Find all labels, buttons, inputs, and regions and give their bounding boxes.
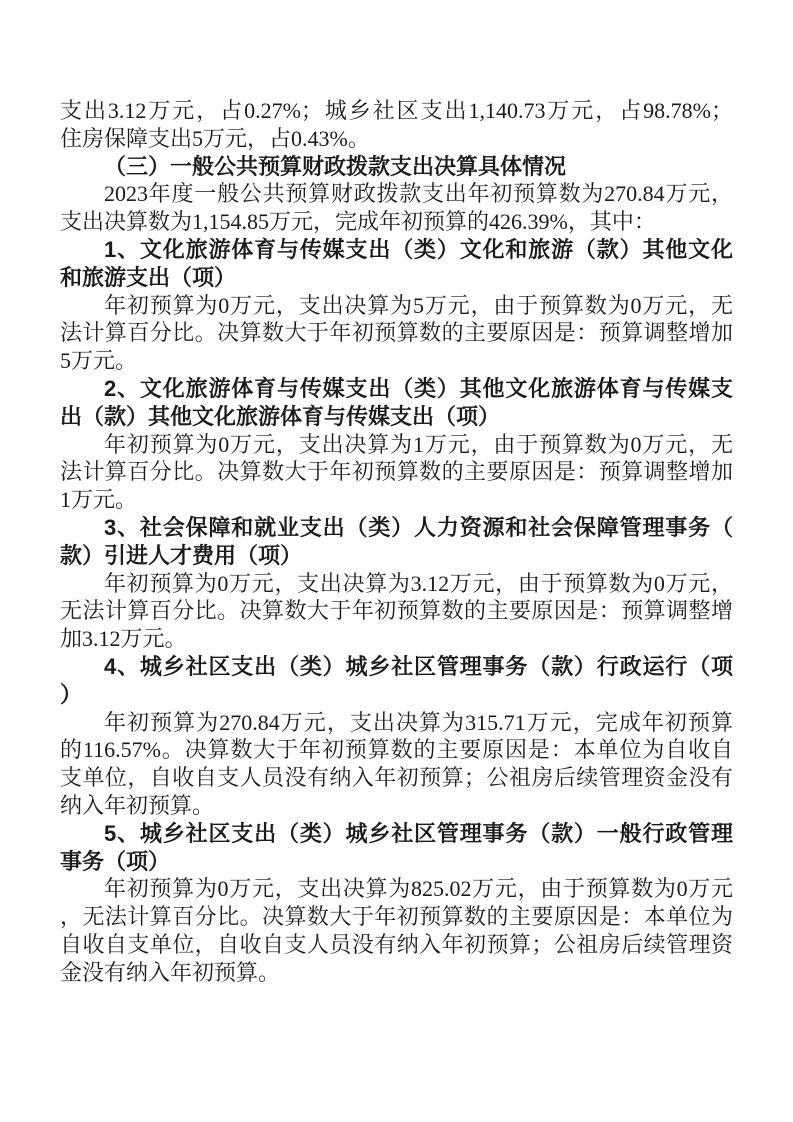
text-line: 法计算百分比。决算数大于年初预算数的主要原因是：预算调整增加 — [60, 320, 733, 346]
text-line: 加3.12万元。 — [60, 626, 187, 652]
text-line: 1万元。 — [60, 487, 138, 513]
heading-line: 事务（项） — [60, 848, 171, 874]
heading-line: （三）一般公共预算财政拨款支出决算具体情况 — [104, 153, 567, 179]
heading-line: 款）引进人才费用（项） — [60, 542, 303, 568]
text-line: 年初预算为0万元，支出决算为1万元，由于预算数为0万元，无 — [104, 431, 733, 457]
heading-line: 2、文化旅游体育与传媒支出（类）其他文化旅游体育与传媒支 — [104, 375, 733, 401]
text-line: 金没有纳入年初预算。 — [60, 959, 281, 985]
text-line: ，无法计算百分比。决算数大于年初预算数的主要原因是：本单位为 — [60, 904, 733, 930]
text-line: 支出决算数为1,154.85万元，完成年初预算的426.39%，其中： — [60, 209, 656, 235]
text-line: 住房保障支出5万元，占0.43%。 — [60, 125, 370, 151]
text-line: 的116.57%。决算数大于年初预算数的主要原因是：本单位为自收自 — [60, 737, 733, 763]
heading-line: 1、文化旅游体育与传媒支出（类）文化和旅游（款）其他文化 — [104, 236, 733, 262]
text-line: 无法计算百分比。决算数大于年初预算数的主要原因是：预算调整增 — [60, 598, 733, 624]
text-line: 年初预算为0万元，支出决算为5万元，由于预算数为0万元，无 — [104, 292, 733, 318]
text-line: 法计算百分比。决算数大于年初预算数的主要原因是：预算调整增加 — [60, 459, 733, 485]
heading-line: ） — [60, 681, 83, 707]
heading-line: 和旅游支出（项） — [60, 264, 237, 290]
document-content — [60, 97, 733, 987]
text-line: 年初预算为0万元，支出决算为3.12万元，由于预算数为0万元， — [104, 570, 733, 596]
heading-line: 4、城乡社区支出（类）城乡社区管理事务（款）行政运行（项 — [104, 653, 733, 679]
text-line: 5万元。 — [60, 348, 138, 374]
heading-line: 3、社会保障和就业支出（类）人力资源和社会保障管理事务（ — [104, 514, 733, 540]
text-line: 支出3.12万元，占0.27%；城乡社区支出1,140.73万元，占98.78%； — [60, 98, 733, 123]
text-line: 自收自支单位，自收自支人员没有纳入年初预算；公祖房后续管理资 — [60, 931, 733, 957]
text-line: 纳入年初预算。 — [60, 792, 215, 818]
text-line: 年初预算为0万元，支出决算为825.02万元，由于预算数为0万元 — [104, 876, 733, 902]
text-line: 支单位，自收自支人员没有纳入年初预算；公祖房后续管理资金没有 — [60, 765, 733, 791]
heading-line: 出（款）其他文化旅游体育与传媒支出（项） — [60, 403, 501, 429]
heading-line: 5、城乡社区支出（类）城乡社区管理事务（款）一般行政管理 — [104, 820, 733, 846]
text-line: 年初预算为270.84万元，支出决算为315.71万元，完成年初预算 — [104, 709, 733, 735]
text-line: 2023年度一般公共预算财政拨款支出年初预算数为270.84万元， — [104, 181, 733, 207]
